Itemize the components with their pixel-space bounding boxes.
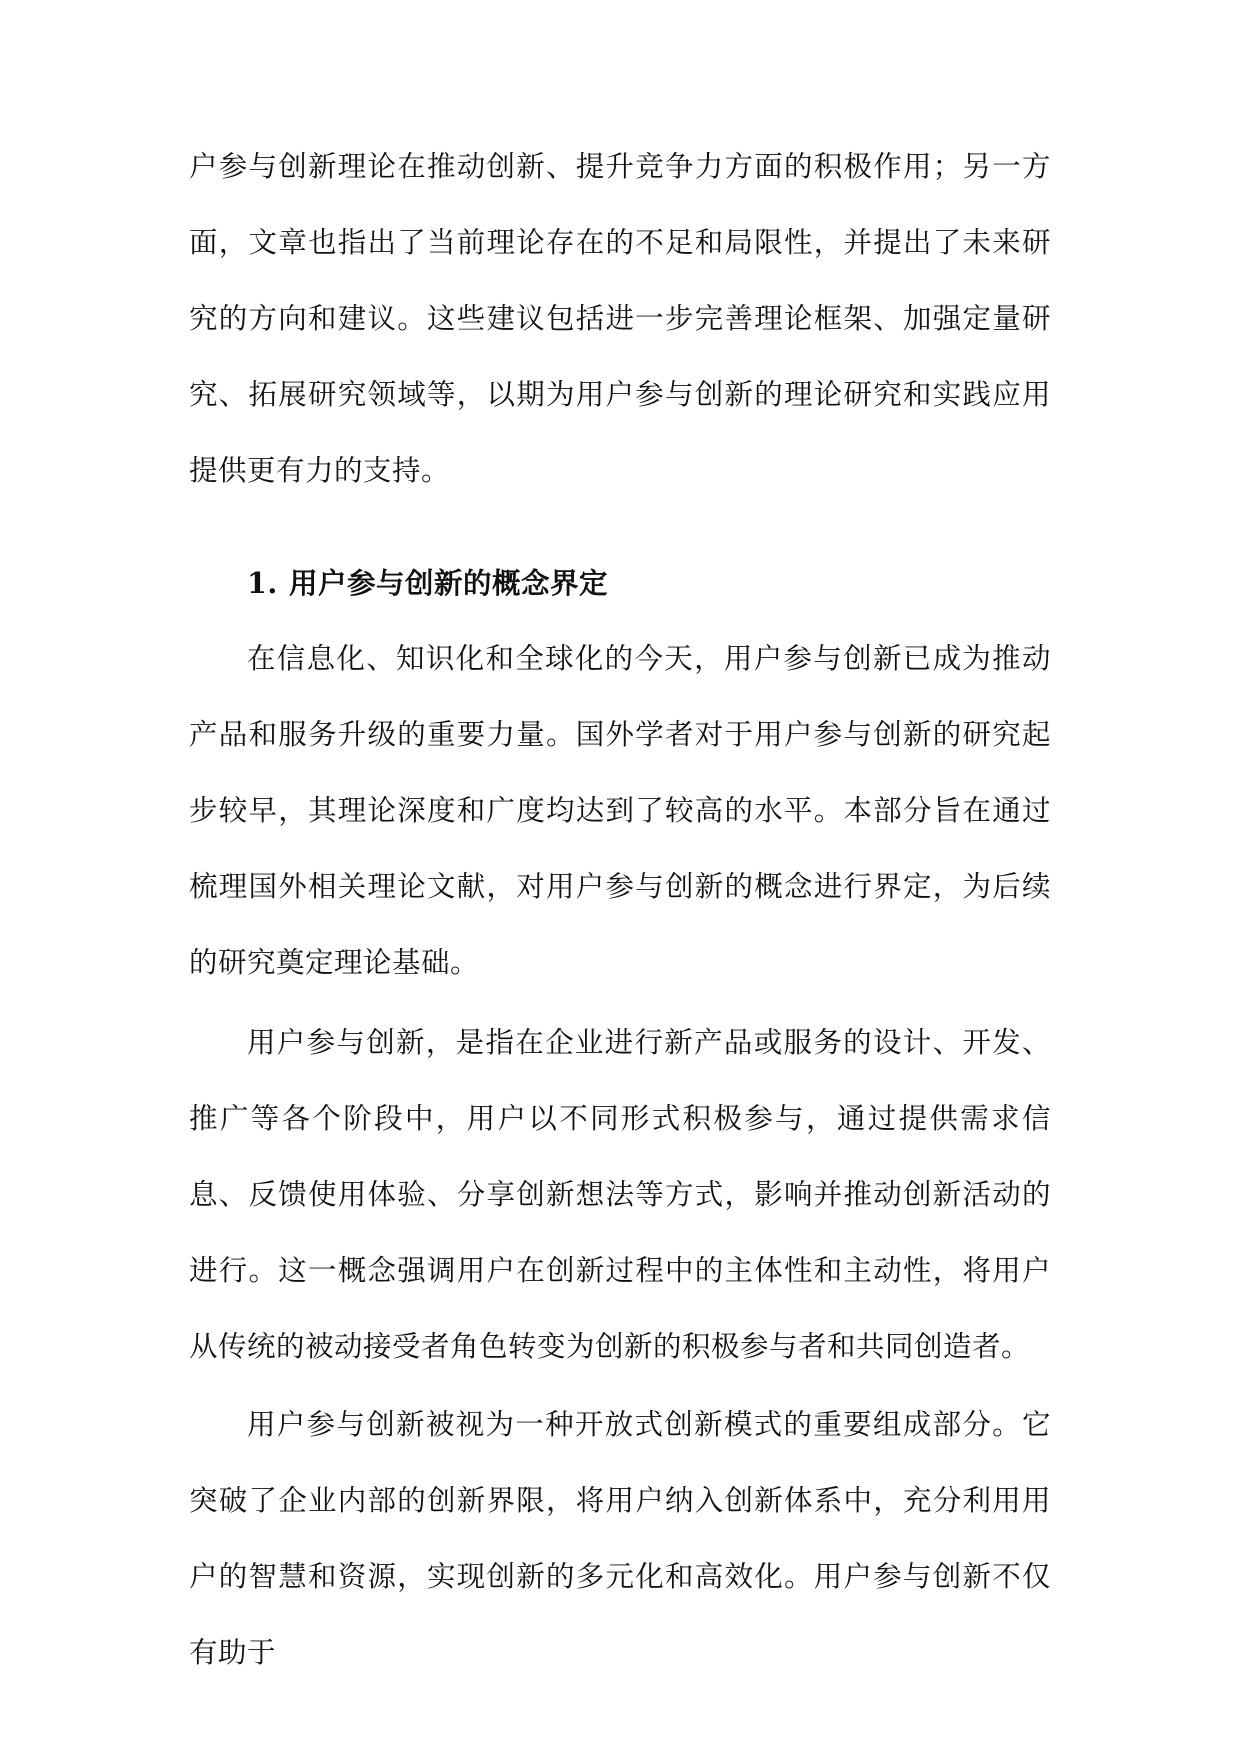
continued-paragraph: 户参与创新理论在推动创新、提升竞争力方面的积极作用；另一方面，文章也指出了当前理论存在的不足和局限性，并提出了未来研究的方向和建议。这些建议包括进一步完善理论框架、加强定量研究、拓展研究领域等，以期为用户参与创新的理论研究和实践应用提供更有力的支持。 bbox=[189, 150, 1051, 487]
section-heading bbox=[247, 545, 608, 621]
section-number: 1. bbox=[247, 566, 278, 600]
body-paragraph-3: 用户参与创新被视为一种开放式创新模式的重要组成部分。它突破了企业内部的创新界限，将用户纳入创新体系中，充分利用用户的智慧和资源，实现创新的多元化和高效化。用户参与创新不仅有助于 bbox=[189, 1408, 1051, 1669]
body-paragraph-2: 用户参与创新，是指在企业进行新产品或服务的设计、开发、推广等各个阶段中，用户以不同形式积极参与，通过提供需求信息、反馈使用体验、分享创新想法等方式，影响并推动创新活动的进行。这一概念强调用户在创新过程中的主体性和主动性，将用户从传统的被动接受者角色转变为创新的积极参与者和共同创造者。 bbox=[189, 1026, 1051, 1363]
section-title: 用户参与创新的概念界定 bbox=[289, 566, 609, 600]
body-paragraph-1: 在信息化、知识化和全球化的今天，用户参与创新已成为推动产品和服务升级的重要力量。国外学者对于用户参与创新的研究起步较早，其理论深度和广度均达到了较高的水平。本部分旨在通过梳理国外相关理论文献，对用户参与创新的概念进行界定，为后续的研究奠定理论基础。 bbox=[189, 642, 1051, 979]
